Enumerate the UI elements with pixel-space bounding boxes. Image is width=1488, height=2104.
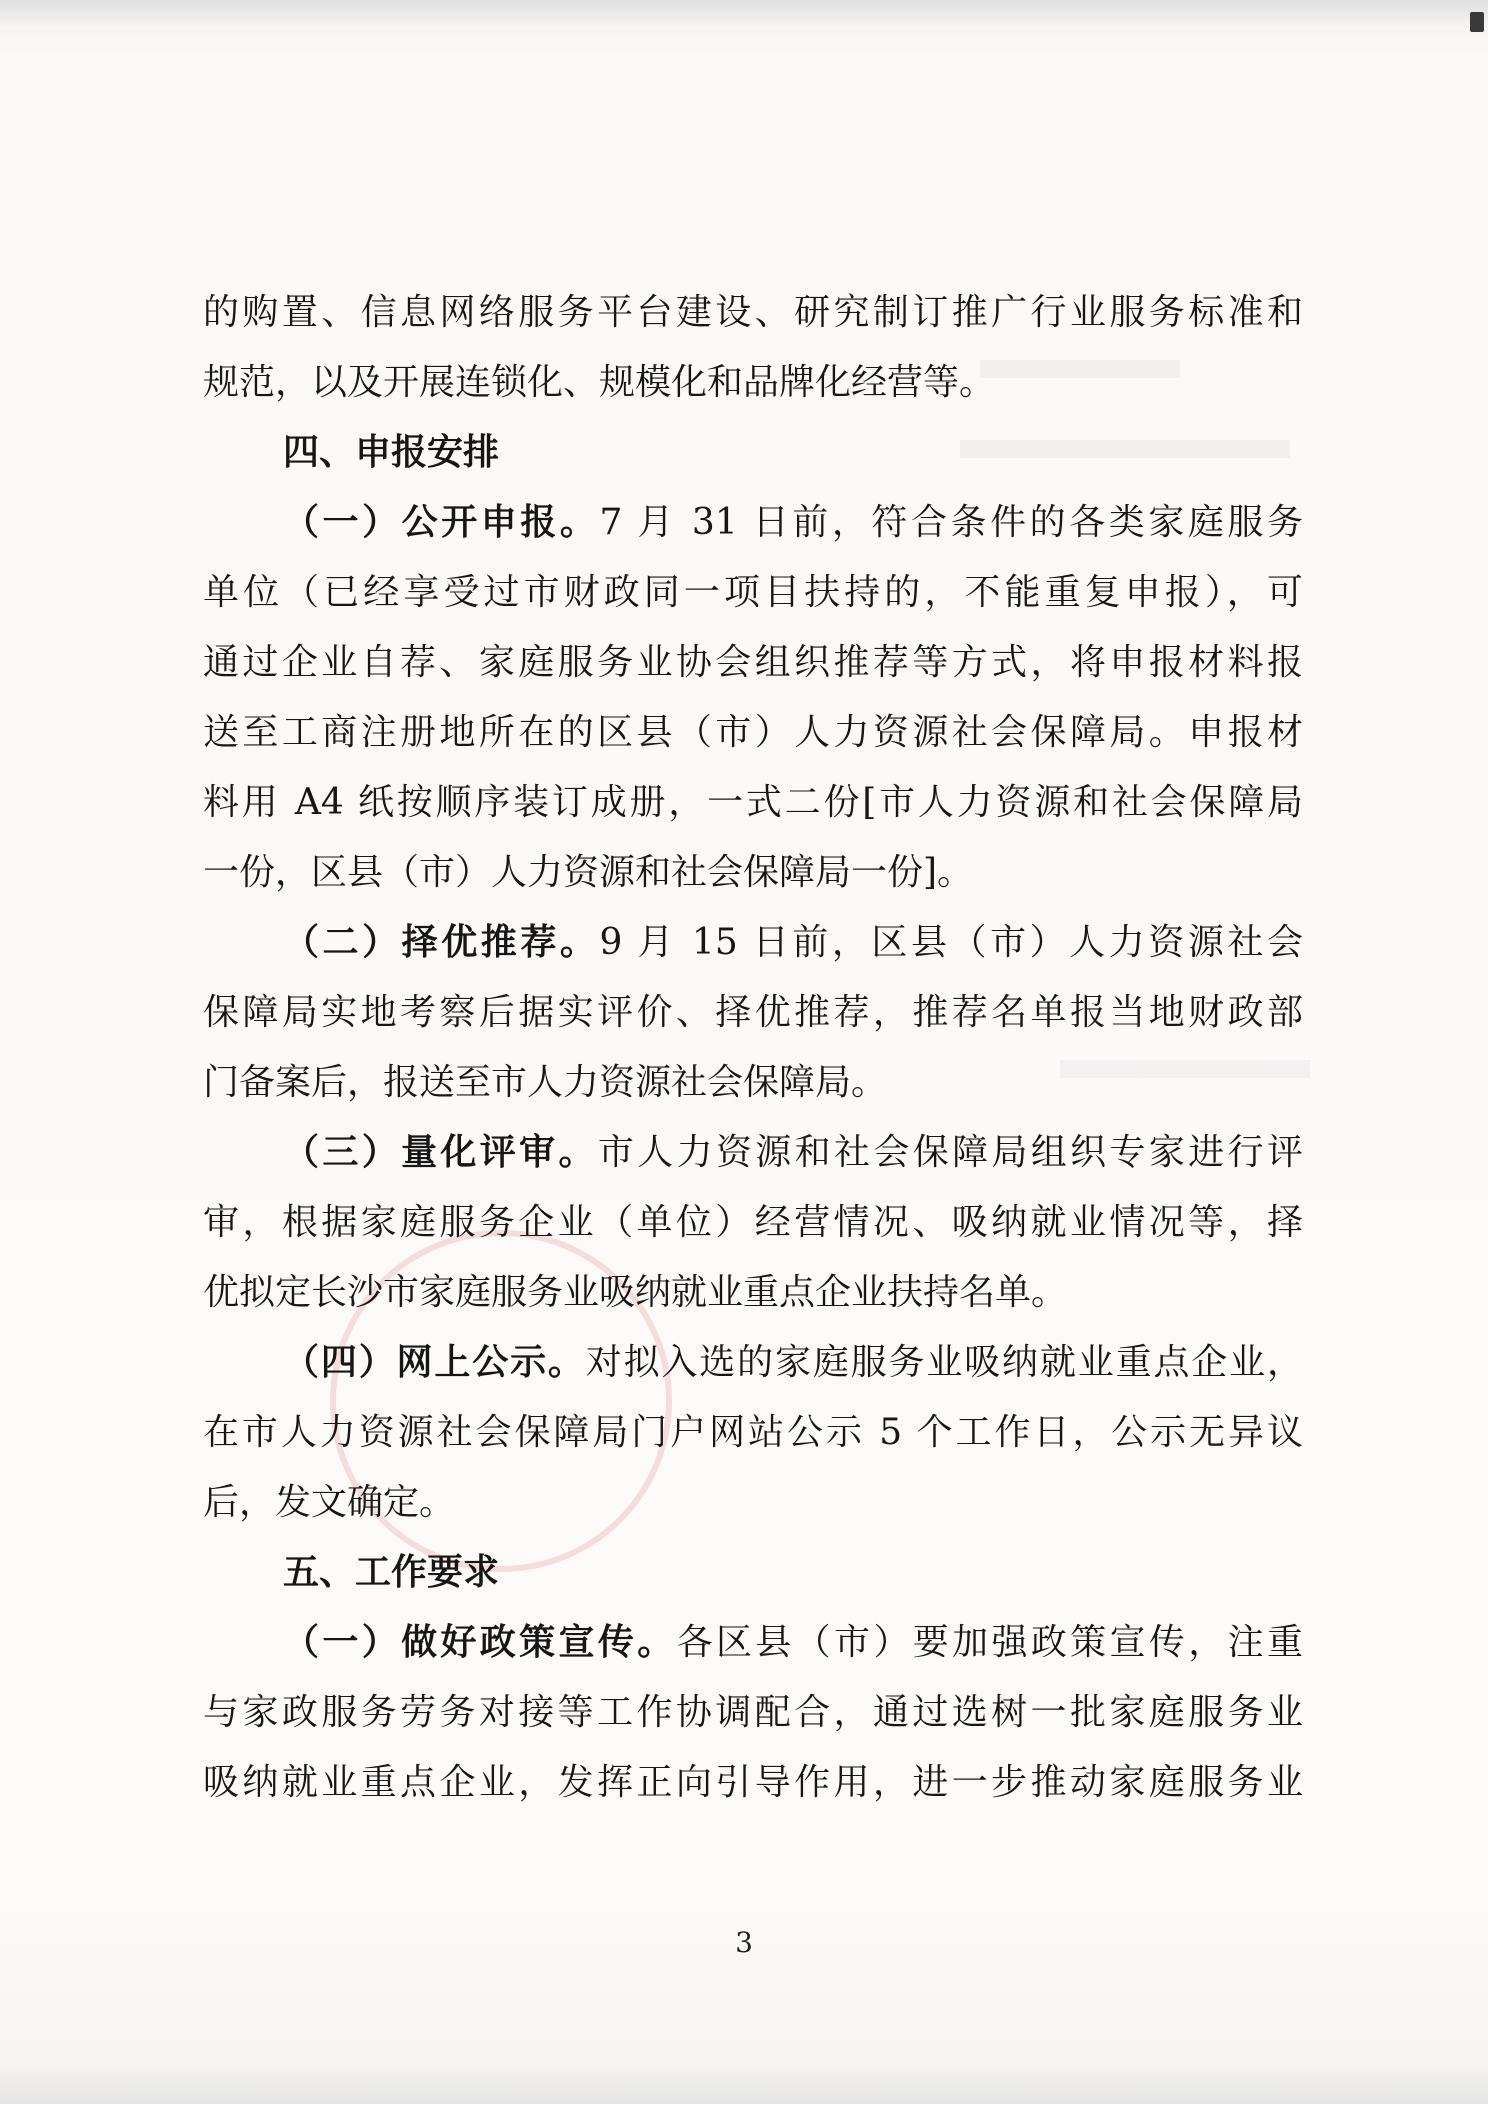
text-run: 对拟入选的家庭服务业吸纳就业重点企业， bbox=[585, 1342, 1303, 1383]
text-run: 7 月 31 日前，符合条件的各类家庭服务 bbox=[599, 502, 1303, 543]
text-line bbox=[203, 1118, 1303, 1188]
section-heading: 四、申报安排 bbox=[283, 432, 500, 473]
text-line: 的购置、信息网络服务平台建设、研究制订推广行业服务标准和 bbox=[203, 292, 1303, 333]
subsection-lead: （四）网上公示。 bbox=[283, 1342, 586, 1383]
text-line: 审，根据家庭服务企业（单位）经营情况、吸纳就业情况等，择 bbox=[203, 1202, 1303, 1243]
text-line: 料用 A4 纸按顺序装订成册，一式二份[市人力资源和社会保障局 bbox=[203, 782, 1303, 823]
text-line bbox=[203, 488, 1303, 558]
subsection-lead: （一）公开申报。 bbox=[283, 502, 600, 543]
text-line bbox=[203, 908, 1303, 978]
text-line: 优拟定长沙市家庭服务业吸纳就业重点企业扶持名单。 bbox=[203, 1272, 1068, 1313]
text-run: 9 月 15 日前，区县（市）人力资源社会 bbox=[599, 922, 1303, 963]
subsection-lead: （一）做好政策宣传。 bbox=[283, 1622, 677, 1663]
text-line: 通过企业自荐、家庭服务业协会组织推荐等方式，将申报材料报 bbox=[203, 642, 1303, 683]
text-line: 规范，以及开展连锁化、规模化和品牌化经营等。 bbox=[203, 362, 996, 403]
section-heading: 五、工作要求 bbox=[283, 1552, 500, 1593]
text-line: 单位（已经享受过市财政同一项目扶持的，不能重复申报），可 bbox=[203, 572, 1303, 613]
page-number: 3 bbox=[735, 1926, 753, 1959]
text-line: 一份，区县（市）人力资源和社会保障局一份]。 bbox=[203, 852, 974, 893]
text-line: 门备案后，报送至市人力资源社会保障局。 bbox=[203, 1062, 888, 1103]
subsection-lead: （三）量化评审。 bbox=[283, 1132, 598, 1173]
text-line bbox=[203, 1328, 1303, 1398]
text-run: 市人力资源和社会保障局组织专家进行评 bbox=[597, 1132, 1303, 1173]
text-run: 各区县（市）要加强政策宣传，注重 bbox=[676, 1622, 1303, 1663]
scan-corner-mark bbox=[1470, 12, 1484, 32]
scan-shadow-bottom bbox=[0, 2064, 1488, 2104]
text-line bbox=[203, 1608, 1303, 1678]
text-line: 送至工商注册地所在的区县（市）人力资源社会保障局。申报材 bbox=[203, 712, 1303, 753]
document-body bbox=[203, 278, 1303, 1818]
text-line: 保障局实地考察后据实评价、择优推荐，推荐名单报当地财政部 bbox=[203, 992, 1303, 1033]
text-line: 在市人力资源社会保障局门户网站公示 5 个工作日，公示无异议 bbox=[203, 1412, 1303, 1453]
scan-shadow-top bbox=[0, 0, 1488, 28]
subsection-lead: （二）择优推荐。 bbox=[283, 922, 600, 963]
text-line: 吸纳就业重点企业，发挥正向引导作用，进一步推动家庭服务业 bbox=[203, 1762, 1303, 1803]
text-line: 后，发文确定。 bbox=[203, 1482, 456, 1523]
text-line: 与家政服务劳务对接等工作协调配合，通过选树一批家庭服务业 bbox=[203, 1692, 1303, 1733]
